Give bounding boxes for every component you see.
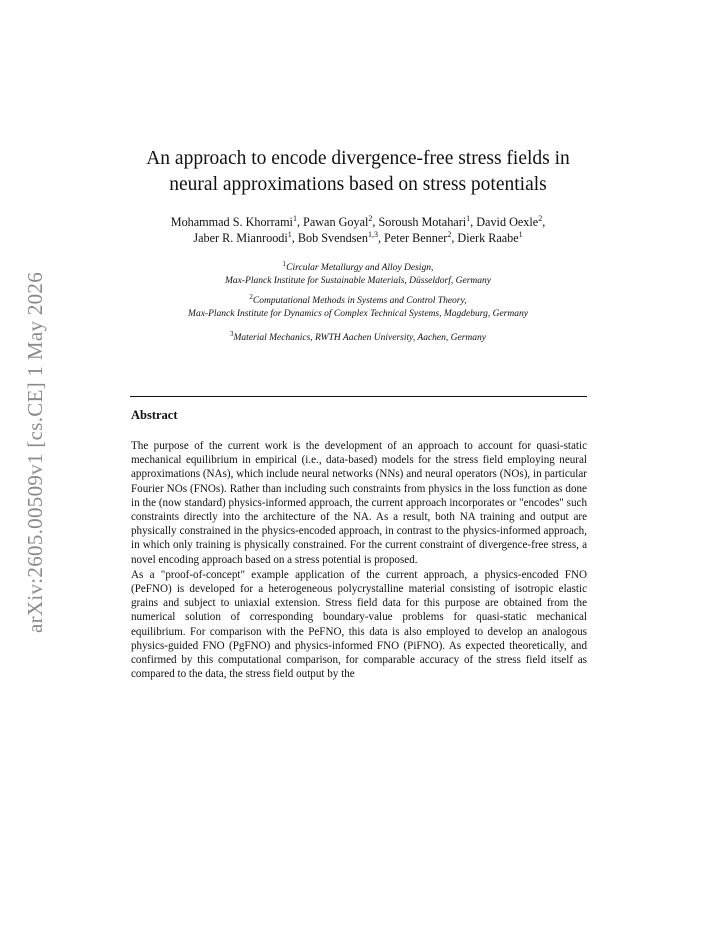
title-line-1: An approach to encode divergence-free stress fields in <box>146 148 570 169</box>
author: Soroush Motahari$^1$ <box>378 213 471 229</box>
title-line-2: neural approximations based on stress potentials <box>169 174 547 195</box>
abstract-paragraph: The purpose of the current work is the development of an approach to account for quasi-static mechanical equilibrium in empirical (i.e., data-based) models for the stress field employing neural approximations (NAs), which include neural networks (NNs) and neural operators (NOs), in particular Fourier NOs (FNOs). Rather than including such constraints from physics in the loss function as done in the (now standard) physics-informed approach, the current approach incorporates or "encodes" such constraints directly into the architecture of the NA. As a result, both NA training and output are physically constrained in the physics-encoded approach, in contrast to the physics-informed approach, in which only training is physically constrained. For the current constraint of divergence-free stress, a novel encoding approach based on a stress potential is proposed. <box>131 440 587 566</box>
abstract-paragraph: As a "proof-of-concept" example application of the current approach, a physics-encoded FNO (PeFNO) is developed for a heterogeneous polycrystalline material consisting of isotropic elastic grains and subject to uniaxial extension. Stress field data for this purpose are obtained from the numerical solution of corresponding boundary-value problems for quasi-static mechanical equilibrium. For comparison with the PeFNO, this data is also employed to develop an analogous physics-guided FNO (PgFNO) and physics-informed FNO (PiFNO). As expected theoretically, and confirmed by this computational comparison, for comparable accuracy of the stress field itself as compared to the data, the stress field output by the <box>131 568 587 681</box>
arxiv-identifier: arXiv:2605.00509v1 [cs.CE] 1 May 2026 <box>23 271 48 633</box>
arxiv-side-stamp <box>16 262 56 642</box>
author: Dierk Raabe$^1$ <box>457 229 523 245</box>
author: Pawan Goyal$^2$ <box>303 213 373 229</box>
author: Mohammad S. Khorrami$^1$ <box>170 213 297 229</box>
author: David Oexle$^2$ <box>476 213 543 229</box>
abstract-body <box>131 439 587 682</box>
author: Jaber R. Mianroodi$^1$ <box>193 229 292 245</box>
author: Bob Svendsen$^{1,3}$ <box>297 229 378 245</box>
author: Peter Benner$^2$ <box>384 229 452 245</box>
affiliation-1: $^1$Circular Metallurgy and Alloy Design, Max-Planck Institute for Sustainable Materials, Düsseldorf, Germany <box>225 259 491 286</box>
affiliation-3: $^3$Material Mechanics, RWTH Aachen University, Aachen, Germany <box>230 329 486 343</box>
abstract-heading: Abstract <box>131 408 178 422</box>
affiliation-2: $^2$Computational Methods in Systems and Control Theory, Max-Planck Institute for Dynamics of Complex Technical Systems, Magdeburg, Germany <box>188 292 528 319</box>
paper-title <box>100 146 616 198</box>
section-divider <box>130 396 587 397</box>
author-list: Mohammad S. Khorrami$^1$, Pawan Goyal$^2$, Soroush Motahari$^1$, David Oexle$^2$, Jaber R. Mianroodi$^1$, Bob Svendsen$^{1,3}$, Peter Benner$^2$, Dierk Raabe$^1$ <box>170 213 546 245</box>
